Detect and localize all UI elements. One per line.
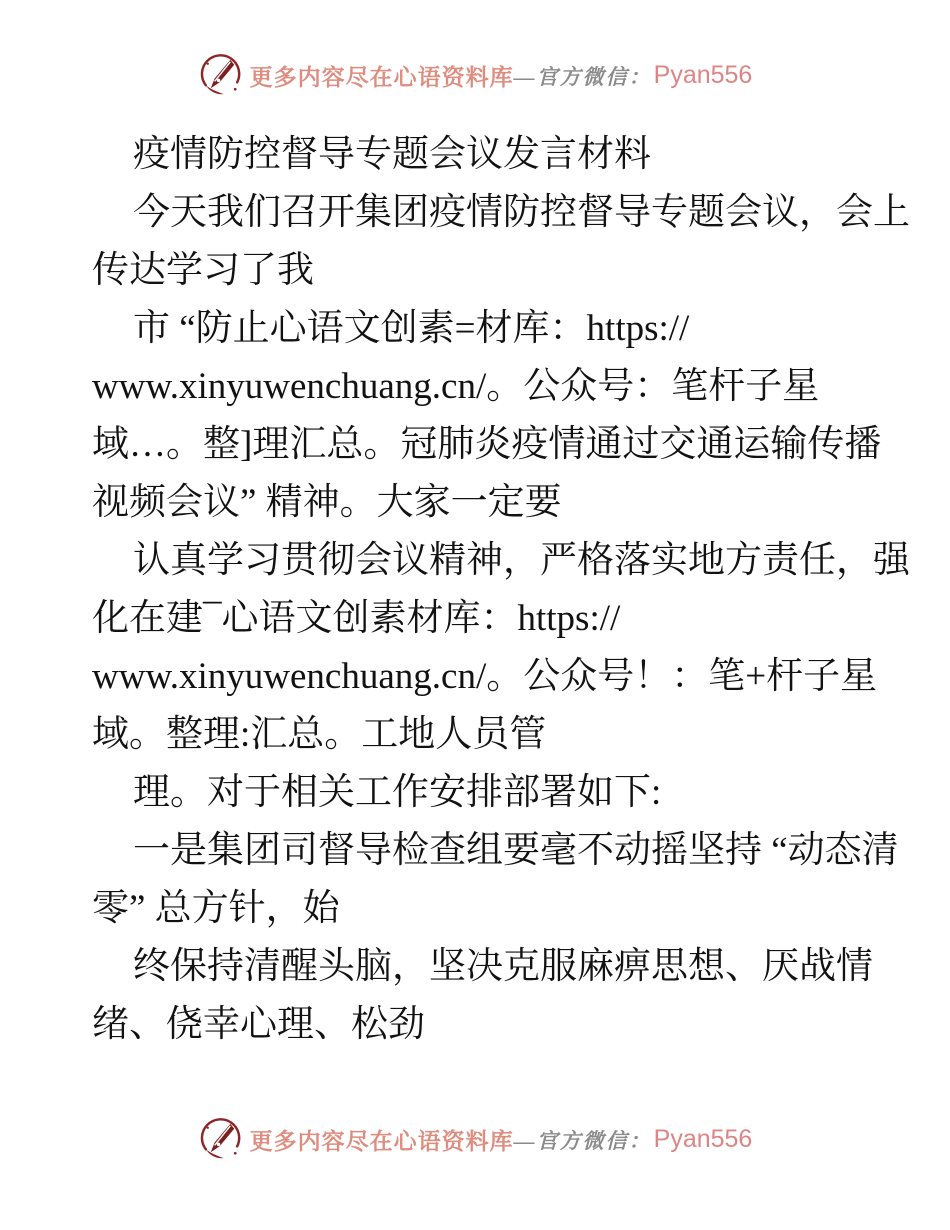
text-line: 疫情防控督导专题会议发言材料: [133, 134, 651, 175]
text-line: www.xinyuwenchuang.cn/。公众号！：笔+杆子星: [92, 656, 878, 697]
text-line: 域…。整]理汇总。冠肺炎疫情通过交通运输传播: [92, 424, 882, 465]
pen-nib-logo-icon: [198, 1116, 245, 1163]
dash: —: [513, 64, 537, 89]
text-line: 今天我们召开集团疫情防控督导专题会议，会上: [133, 192, 910, 233]
document-body: [92, 126, 910, 1054]
pen-nib-logo-icon: [198, 52, 245, 99]
text-line: 市 “防止心语文创素=材库：https://: [133, 308, 690, 349]
text-line: 一是集团司督导检查组要毫不动摇坚持 “动态清: [133, 830, 899, 871]
wechat-label-text: 官方微信：: [536, 64, 652, 89]
wechat-id: Pyan556: [653, 61, 753, 89]
text-line: www.xinyuwenchuang.cn/。公众号：笔杆子星: [92, 366, 820, 407]
text-line: 化在建¯心语文创素材库：https://: [92, 598, 621, 639]
wechat-label: [514, 1125, 652, 1155]
text-line: 传达学习了我: [92, 250, 314, 291]
brand-text: 更多内容尽在心语资料库: [249, 65, 514, 90]
wechat-id: Pyan556: [653, 1125, 753, 1153]
wechat-label: [514, 61, 652, 91]
text-line: 绪、侥幸心理、松劲: [92, 1004, 425, 1045]
text-line: 零” 总方针，始: [92, 888, 340, 929]
text-line: 视频会议” 精神。大家一定要: [92, 482, 562, 523]
footer-watermark: [0, 1116, 950, 1163]
wechat-label-text: 官方微信：: [536, 1128, 652, 1153]
text-line: 理。对于相关工作安排部署如下:: [133, 772, 662, 813]
text-line: 认真学习贯彻会议精神，严格落实地方责任，强: [133, 540, 910, 581]
dash: —: [513, 1128, 537, 1153]
brand-text: 更多内容尽在心语资料库: [249, 1129, 514, 1154]
header-watermark: [0, 52, 950, 99]
text-line: 终保持清醒头脑，坚决克服麻痹思想、厌战情: [133, 946, 873, 987]
text-line: 域。整理:汇总。工地人员管: [92, 714, 547, 755]
